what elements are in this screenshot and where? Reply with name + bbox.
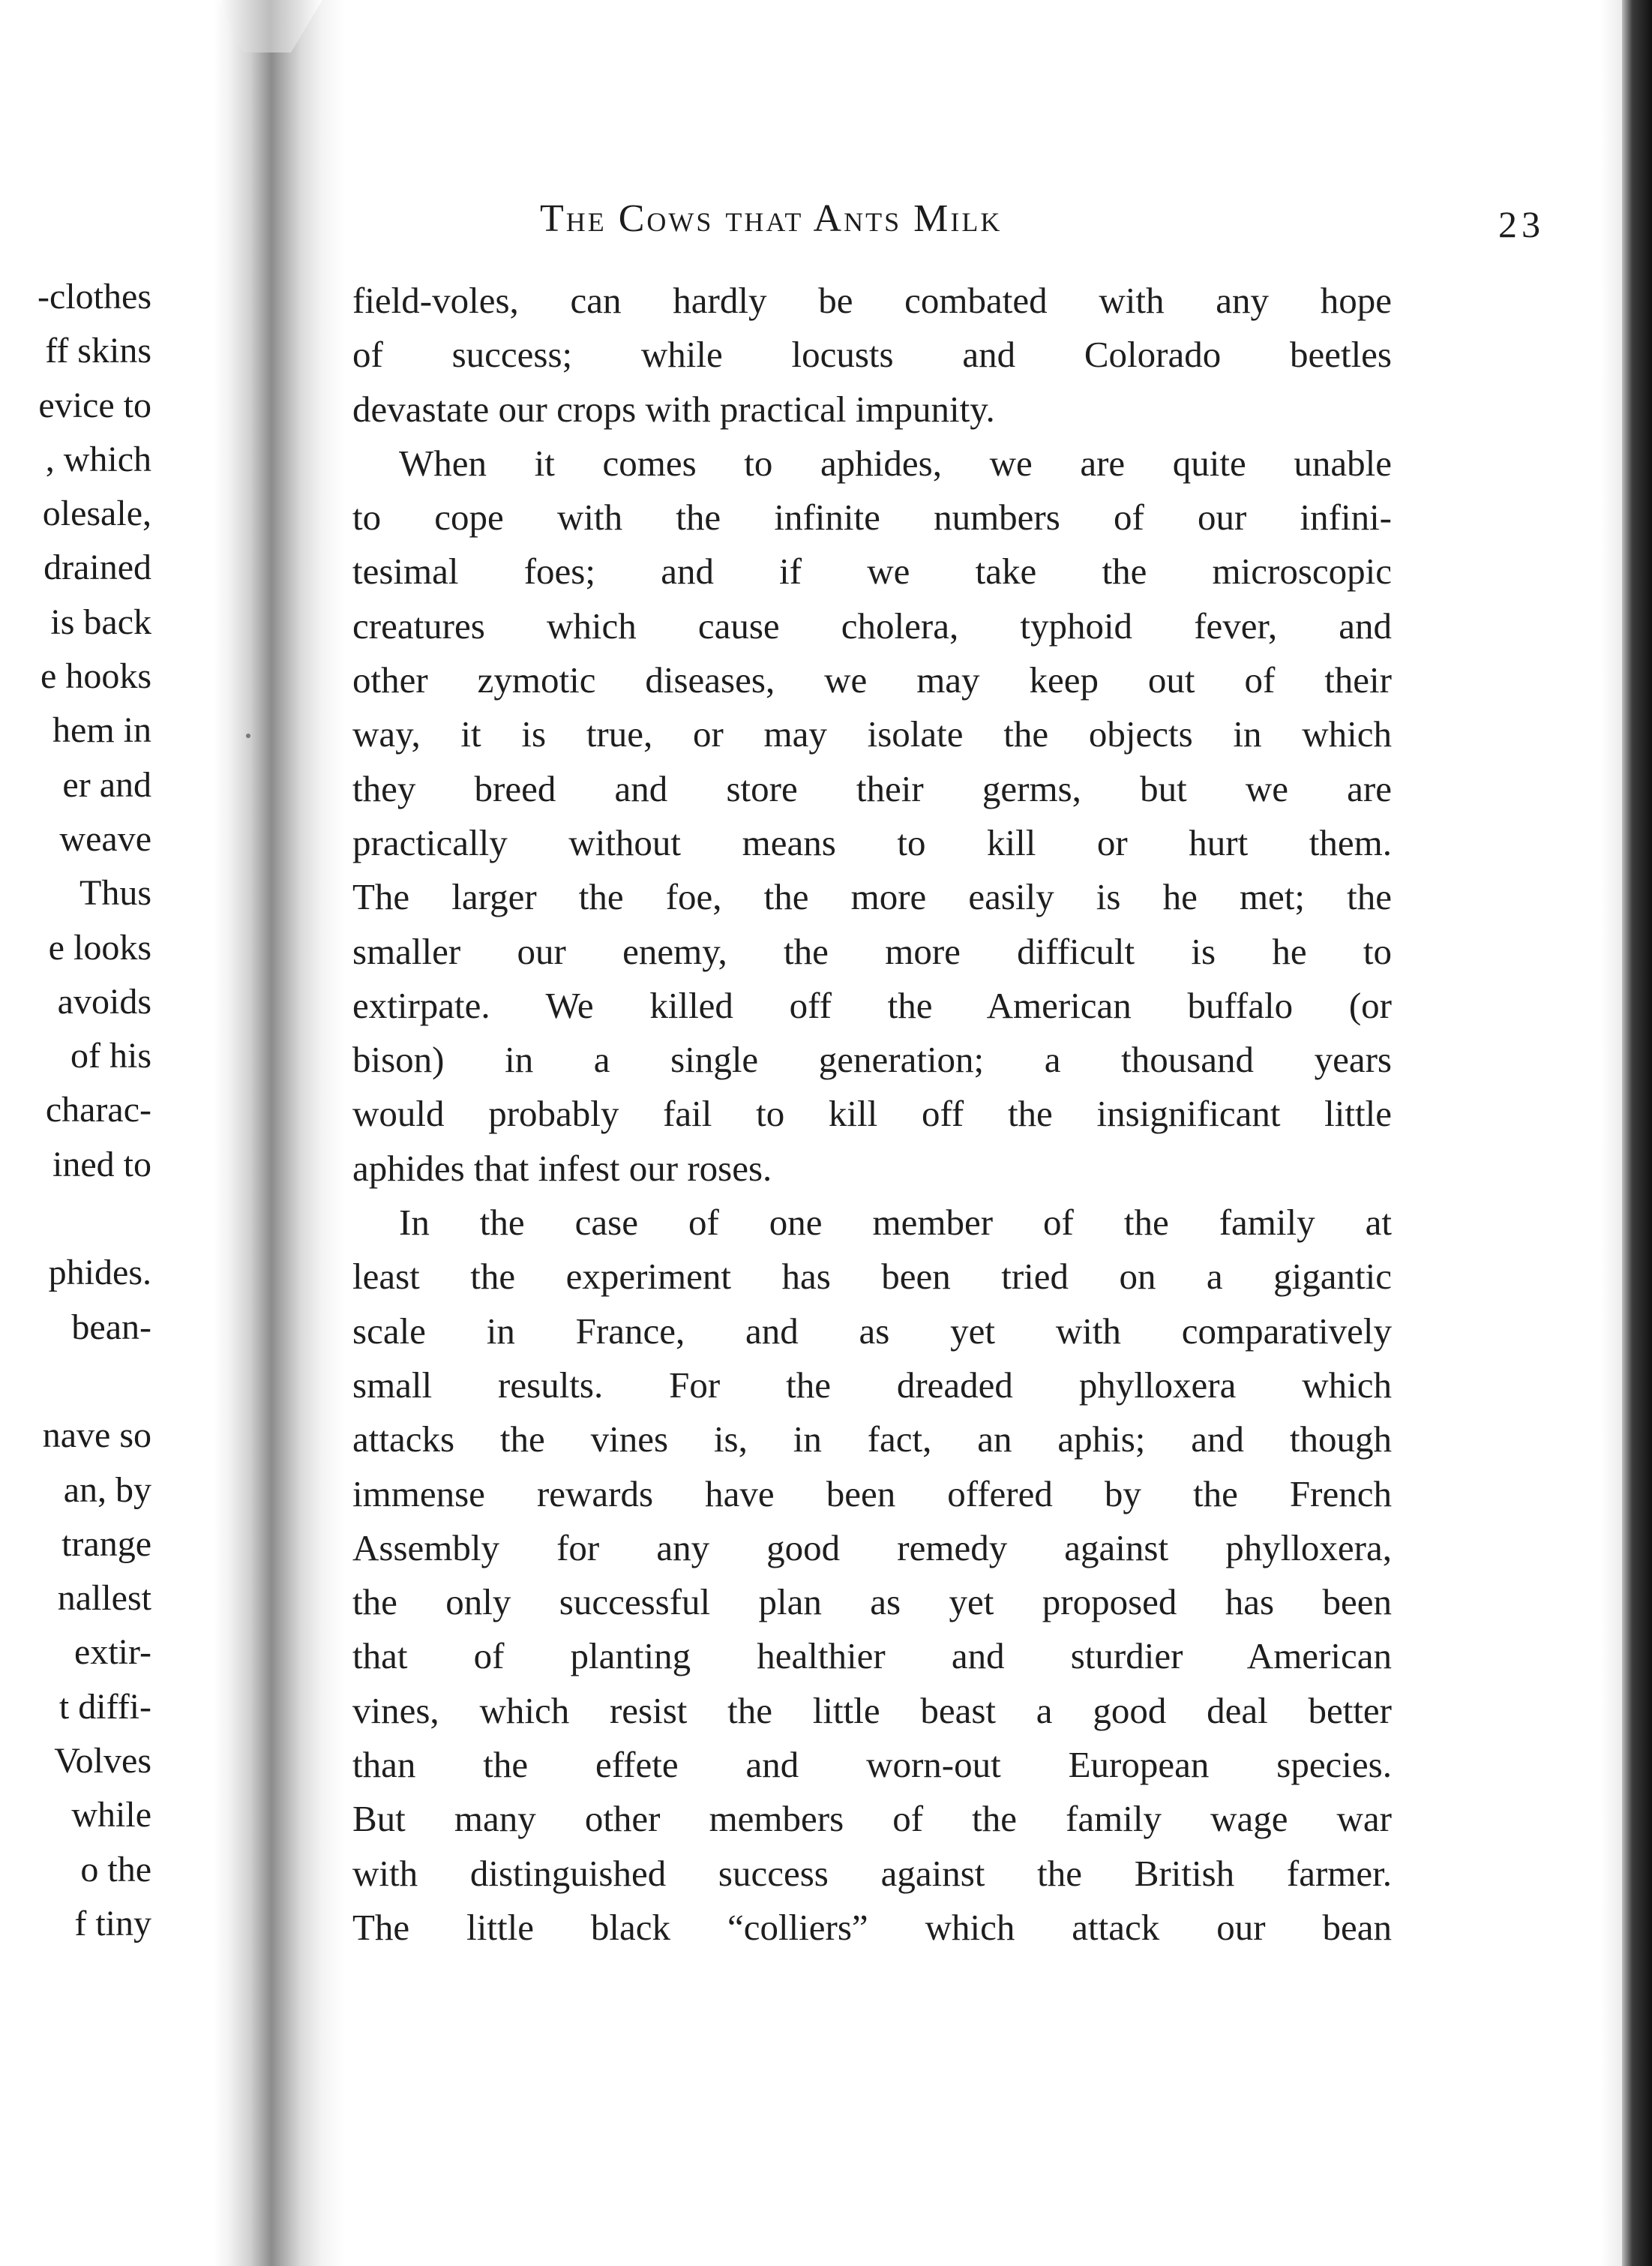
left-page-text xyxy=(37,270,151,1951)
book-cover-edge xyxy=(1622,0,1652,2266)
body-line: bison) in a single generation; a thousand years xyxy=(352,1039,1392,1081)
left-page-line: hem in xyxy=(52,710,151,751)
body-line: the only successful plan as yet proposed has been xyxy=(352,1581,1392,1623)
body-line: field-voles, can hardly be combated with any hope xyxy=(352,280,1392,321)
left-page-line: avoids xyxy=(57,981,151,1022)
gutter-mark xyxy=(246,734,250,738)
left-page-line: ff skins xyxy=(45,331,151,371)
body-line: extirpate. We killed off the American buffalo (or xyxy=(352,984,1392,1026)
left-page-line: is back xyxy=(50,602,151,642)
left-page-line: bean- xyxy=(71,1307,151,1347)
body-line: Assembly for any good remedy against phylloxera, xyxy=(352,1526,1392,1568)
body-line: immense rewards have been offered by the French xyxy=(352,1472,1392,1514)
body-line: other zymotic diseases, we may keep out of their xyxy=(352,659,1392,701)
left-page-line xyxy=(37,1355,151,1409)
left-page-line: while xyxy=(71,1795,151,1835)
body-line: they breed and store their germs, but we are xyxy=(352,767,1392,809)
left-page-line: drained xyxy=(43,548,151,588)
left-page-line: nave so xyxy=(42,1415,151,1456)
body-line: vines, which resist the little beast a good deal better xyxy=(352,1689,1392,1731)
left-page-line: e hooks xyxy=(40,656,151,697)
body-line: The larger the foe, the more easily is he met; the xyxy=(352,876,1392,918)
body-line: tesimal foes; and if we take the microscopic xyxy=(352,551,1392,593)
left-page-line: an, by xyxy=(63,1469,151,1510)
page-number: 23 xyxy=(1498,203,1545,245)
body-line: scale in France, and as yet with comparatively xyxy=(352,1310,1392,1352)
body-line: least the experiment has been tried on a gigantic xyxy=(352,1256,1392,1298)
left-page-line: nallest xyxy=(57,1578,151,1619)
body-line: that of planting healthier and sturdier American xyxy=(352,1635,1392,1677)
body-line: attacks the vines is, in fact, an aphis; and though xyxy=(352,1418,1392,1460)
left-page-line: t diffi- xyxy=(58,1686,151,1727)
left-page-line: , which xyxy=(45,439,151,479)
body-line: aphides that infest our roses. xyxy=(352,1147,772,1189)
running-title: The Cows that Ants Milk xyxy=(540,197,1003,240)
body-line: smaller our enemy, the more difficult is he to xyxy=(352,930,1392,972)
page-edge-highlight xyxy=(1601,0,1622,2266)
left-page-line: trange xyxy=(61,1523,151,1564)
body-line: of success; while locusts and Colorado beetles xyxy=(352,334,1392,376)
body-line: to cope with the infinite numbers of our infini- xyxy=(352,497,1392,539)
left-page-line: Volves xyxy=(54,1741,151,1781)
body-line: than the effete and worn-out European species. xyxy=(352,1744,1392,1786)
body-line: devastate our crops with practical impunity. xyxy=(352,388,995,430)
left-page-line: olesale, xyxy=(42,494,151,534)
body-line: with distinguished success against the British farmer. xyxy=(352,1852,1392,1894)
left-page-line xyxy=(37,1192,151,1246)
left-page-line: phides. xyxy=(48,1253,151,1293)
left-page-line: evice to xyxy=(38,385,151,425)
left-page-line: o the xyxy=(80,1849,151,1889)
body-line: would probably fail to kill off the insignificant little xyxy=(352,1093,1392,1135)
body-line: small results. For the dreaded phylloxera which xyxy=(352,1364,1392,1406)
body-line: The little black “colliers” which attack our bean xyxy=(352,1906,1392,1948)
left-page-line: f tiny xyxy=(74,1903,151,1943)
body-line: practically without means to kill or hurt them. xyxy=(352,821,1392,863)
left-page-line: ined to xyxy=(52,1144,151,1184)
left-page-line: charac- xyxy=(45,1090,151,1130)
running-head xyxy=(540,197,1545,245)
body-line: But many other members of the family wage war xyxy=(352,1798,1392,1840)
left-page-line: of his xyxy=(70,1036,151,1076)
left-page-line: extir- xyxy=(74,1632,151,1673)
left-page-line: e looks xyxy=(48,927,151,968)
body-line: In the case of one member of the family at xyxy=(399,1202,1392,1244)
left-page-line: -clothes xyxy=(37,277,151,317)
body-line: When it comes to aphides, we are quite unable xyxy=(399,442,1392,484)
right-page xyxy=(330,0,1652,2266)
body-text xyxy=(352,274,1392,1955)
body-line: creatures which cause cholera, typhoid fever, and xyxy=(352,605,1392,647)
left-page-line: Thus xyxy=(79,873,151,914)
left-page-line: weave xyxy=(59,818,151,859)
book-gutter-shadow xyxy=(214,0,345,2266)
left-facing-page xyxy=(0,0,247,2266)
left-page-line: er and xyxy=(62,764,151,805)
body-line: way, it is true, or may isolate the objects in which xyxy=(352,713,1392,755)
